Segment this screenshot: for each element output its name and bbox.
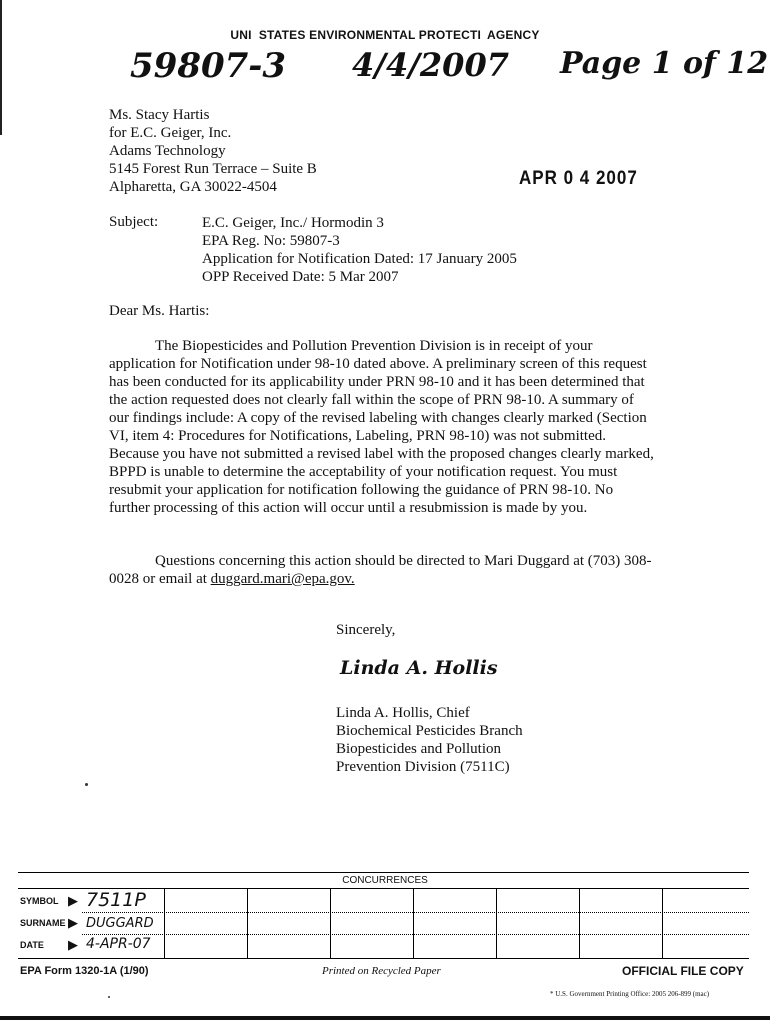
date-stamp: APR 0 4 2007 [519,166,638,189]
contact-email-link[interactable]: duggard.mari@epa.gov. [210,571,355,587]
body-paragraph-2 [109,552,654,588]
handwritten-date: 4/4/2007 [352,46,509,84]
signer-division-2: Prevention Division (7511C) [336,759,510,775]
concurrence-row-divider [82,912,749,913]
contact-text: Questions concerning this action should be directed to Mari Duggard at (703) 308-0028 or email at [109,553,652,587]
agency-header: UNI STATES ENVIRONMENTAL PROTECTI AGENCY [230,28,540,42]
subject-application-date: Application for Notification Dated: 17 January 2005 [202,251,517,267]
concurrence-col-divider [496,888,497,958]
body-paragraph-1: The Biopesticides and Pollution Prevention Division is in receipt of your application for Notification under 98-10 dated above. A preliminary screen of this request has been conducted for its applicability under PRN 98-10 and it has been determined that the action requested does not clearly fall within the scope of PRN 98-10. A summary of our findings include: A copy of the revised labeling with changes clearly marked (Section VI, item 4: Procedures for Notifications, Labeling, PRN 98-10) was not submitted. Because you have not submitted a revised label with the proposed changes clearly marked, BPPD is unable to determine the acceptability of your notification request. You must resubmit your application for notification following the guidance of PRN 98-10. No further processing of this action will occur until a resubmission is made by you. [109,338,654,516]
stray-mark [108,996,110,998]
form-number: EPA Form 1320-1A (1/90) [20,965,149,977]
official-file-copy: OFFICIAL FILE COPY [622,964,744,978]
recipient-city: Alpharetta, GA 30022-4504 [109,179,277,195]
symbol-arrow-icon: ▶ [68,893,78,908]
recipient-street: 5145 Forest Run Terrace – Suite B [109,161,317,177]
concurrence-col-divider [662,888,663,958]
greeting: Dear Ms. Hartis: [109,303,210,319]
date-arrow-icon: ▶ [68,937,78,952]
subject-product: E.C. Geiger, Inc./ Hormodin 3 [202,215,384,231]
concurrence-col-divider [247,888,248,958]
concurrence-row-divider [82,934,749,935]
signature: Linda A. Hollis [340,657,498,679]
concurrence-col-divider [579,888,580,958]
subject-received-date: OPP Received Date: 5 Mar 2007 [202,269,399,285]
closing-sincerely: Sincerely, [336,622,396,638]
concurrence-col-divider [413,888,414,958]
date-value: 4-APR-07 [86,936,151,952]
signature-block [336,704,523,776]
concurrences-bottom-rule [18,958,749,959]
concurrences-title: CONCURRENCES [342,875,428,886]
recipient-org: Adams Technology [109,143,226,159]
signer-branch: Biochemical Pesticides Branch [336,723,523,739]
subject-block [202,214,517,286]
surname-arrow-icon: ▶ [68,915,78,930]
signer-name-title: Linda A. Hollis, Chief [336,705,470,721]
recipient-name: Ms. Stacy Hartis [109,107,210,123]
surname-value: DUGGARD [86,916,154,931]
handwritten-reg-number: 59807-3 [130,46,287,86]
concurrence-col-divider [164,888,165,958]
subject-label: Subject: [109,214,159,230]
stray-mark [85,783,88,786]
bottom-edge-rule [0,1016,770,1020]
recipient-address [109,106,317,196]
handwritten-page-count: Page 1 of 12 [560,46,769,81]
recycled-paper-note: Printed on Recycled Paper [322,965,441,977]
symbol-value: 7511P [86,889,146,911]
signer-division-1: Biopesticides and Pollution [336,741,501,757]
symbol-label: SYMBOL [20,896,59,906]
surname-label: SURNAME [20,918,66,928]
concurrences-top-rule [18,872,749,873]
left-edge-rule [0,0,2,135]
concurrence-col-divider [330,888,331,958]
subject-reg-no: EPA Reg. No: 59807-3 [202,233,340,249]
recipient-company: for E.C. Geiger, Inc. [109,125,232,141]
gpo-note: * U.S. Government Printing Office: 2005 206-899 (mac) [550,990,710,998]
date-label: DATE [20,940,44,950]
